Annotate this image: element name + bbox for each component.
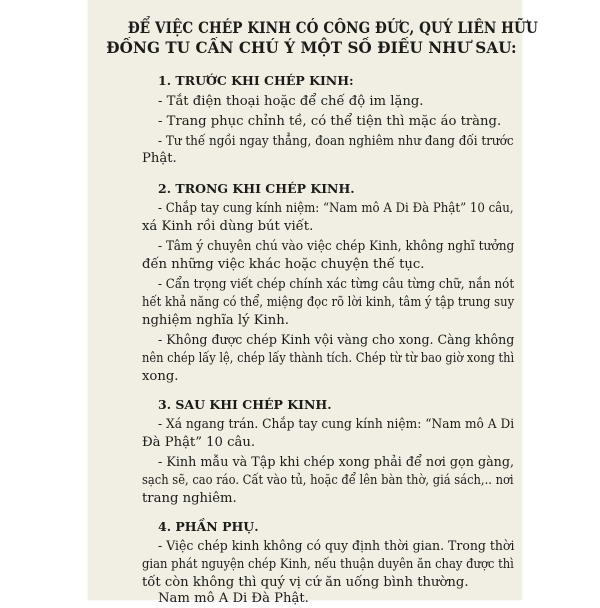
section-1-heading: 1. TRƯỚC KHI CHÉP KINH: (158, 73, 354, 88)
section-3-line: - Kinh mẫu và Tập khi chép xong phải để nơi gọn gàng, (158, 455, 515, 470)
section-1-line: - Tư thế ngồi ngay thẳng, đoan nghiêm như đang đối trước (158, 134, 514, 149)
section-2-line: - Cẩn trọng viết chép chính xác từng câu từng chữ, nắn nót (158, 277, 515, 292)
section-1-line: Phật. (142, 151, 177, 166)
page-title-line-1: ĐỂ VIỆC CHÉP KINH CÓ CÔNG ĐỨC, QUÝ LIÊN HỮU (127, 18, 538, 37)
section-1-line: - Trang phục chỉnh tề, có thể tiện thì mặc áo tràng. (158, 114, 502, 129)
section-3-line: trang nghiêm. (142, 491, 237, 506)
section-3-heading: 3. SAU KHI CHÉP KINH. (158, 397, 332, 412)
section-2-line: hết khả năng có thể, miệng đọc rõ lời kinh, tâm ý tập trung suy (142, 295, 515, 310)
section-2-heading: 2. TRONG KHI CHÉP KINH. (158, 181, 355, 196)
section-4-line: tốt còn không thì quý vị cứ ăn uống bình thường. (142, 575, 469, 590)
section-3-line: Đà Phật” 10 câu. (142, 435, 256, 450)
section-4-line: Nam mô A Di Đà Phật. (158, 591, 309, 606)
page-title-line-2: ĐỒNG TU CẦN CHÚ Ý MỘT SỐ ĐIỀU NHƯ SAU: (106, 38, 517, 57)
section-3-line: - Xá ngang trán. Chắp tay cung kính niệm: “Nam mô A Di (158, 417, 515, 432)
section-2-line: xá Kinh rồi dùng bút viết. (142, 219, 314, 234)
section-2-line: nghiệm nghĩa lý Kinh. (142, 313, 289, 328)
section-4-line: - Việc chép kinh không có quy định thời gian. Trong thời (158, 539, 515, 554)
section-2-line: - Chắp tay cung kính niệm: “Nam mô A Di Đà Phật” 10 câu, (158, 201, 514, 216)
section-4-line: gian phát nguyện chép Kinh, nếu thuận duyên ăn chay được thì (142, 557, 514, 572)
section-2-line: xong. (142, 369, 179, 384)
section-4-heading: 4. PHẦN PHỤ. (158, 519, 259, 534)
section-3-line: sạch sẽ, cao ráo. Cất vào tủ, hoặc để lên bàn thờ, giá sách,.. nơi (142, 473, 514, 488)
book-page (88, 0, 538, 606)
section-2-line: nên chép lấy lệ, chép lấy thành tích. Chép từ từ bao giờ xong thì (142, 351, 515, 366)
section-2-line: đến những việc khác hoặc chuyện thế tục. (142, 257, 425, 272)
section-1-line: - Tắt điện thoại hoặc để chế độ im lặng. (158, 94, 424, 109)
section-2-line: - Không được chép Kinh vội vàng cho xong. Càng không (158, 333, 515, 348)
section-2-line: - Tâm ý chuyên chú vào việc chép Kinh, không nghĩ tưởng (158, 239, 515, 254)
